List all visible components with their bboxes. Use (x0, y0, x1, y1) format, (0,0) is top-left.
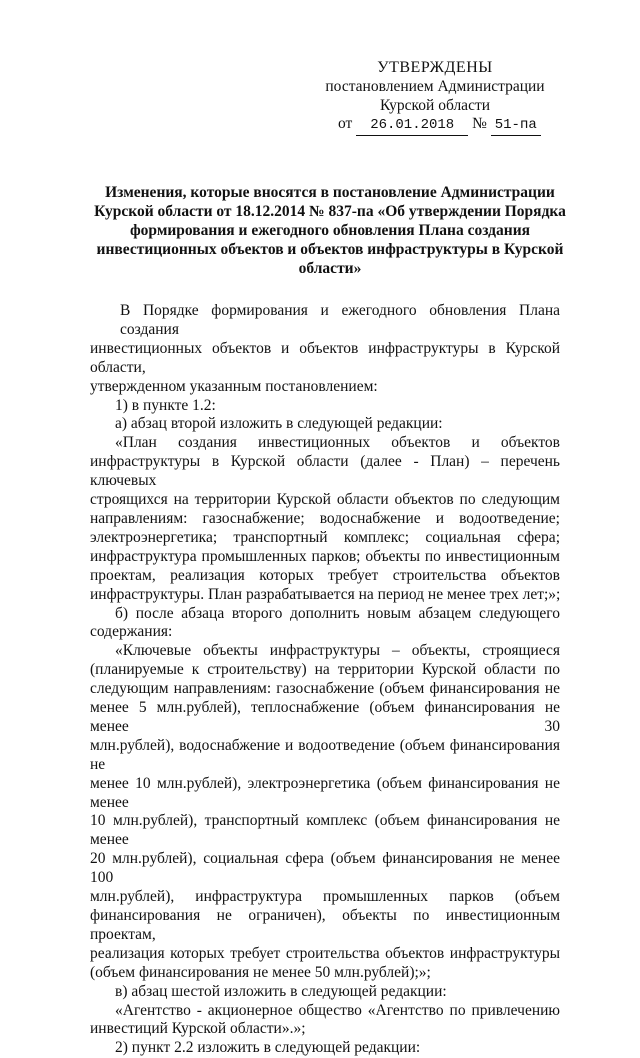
approval-authority: постановлением Администрации (325, 78, 545, 95)
body-line: реализация которых требует строительства объектов инфраструктуры (90, 944, 560, 962)
body-line: содержания: (90, 623, 173, 641)
document-heading (80, 183, 580, 278)
body-line: строящихся на территории Курской области объектов по следующим (90, 491, 560, 509)
body-line: финансирования не ограничен), объекты по инвестиционным проектам, (90, 907, 560, 943)
body-line: инфраструктуры. План разрабатывается на период не менее трех лет;»; (90, 585, 561, 603)
heading-line: области» (298, 260, 362, 277)
body-line: инфраструктура промышленных парков; объекты по инвестиционным (90, 547, 560, 565)
body-line: инфраструктуры в Курской области (далее - План) – перечень ключевых (90, 453, 560, 490)
body-line: В Порядке формирования и ежегодного обновления Плана создания (120, 302, 560, 338)
body-line: 10 млн.рублей), транспортный комплекс (объем финансирования не менее (90, 812, 560, 849)
body-line: в) абзац шестой изложить в следующей редакции: (115, 982, 447, 1000)
approval-number: 51-па (491, 116, 541, 136)
body-line: менее 5 млн.рублей), теплоснабжение (объем финансирования не менее 30 (90, 699, 560, 735)
approval-title: УТВЕРЖДЕНЫ (377, 59, 493, 76)
body-line: 2) пункт 2.2 изложить в следующей редакции: (115, 1039, 421, 1057)
number-label: № (472, 115, 487, 132)
document-body (90, 302, 560, 1058)
body-line: утвержденном указанным постановлением: (90, 377, 378, 395)
body-line: менее 10 млн.рублей), электроэнергетика (объем финансирования не менее (90, 774, 560, 811)
heading-line: Изменения, которые вносятся в постановление Администрации (105, 184, 555, 201)
body-line: «Ключевые объекты инфраструктуры – объекты, строящиеся (115, 642, 560, 660)
from-label: от (338, 115, 353, 132)
body-line: (объем финансирования не менее 50 млн.рублей);»; (90, 963, 431, 981)
body-line: инвестиций Курской области».»; (90, 1020, 306, 1038)
heading-line: инвестиционных объектов и объектов инфраструктуры в Курской (96, 241, 564, 258)
body-line: б) после абзаца второго дополнить новым абзацем следующего (115, 604, 560, 622)
body-line: «Агентство - акционерное общество «Агентство по привлечению (115, 1001, 560, 1019)
body-line: а) абзац второй изложить в следующей редакции: (115, 415, 443, 433)
heading-line: Курской области от 18.12.2014 № 837-па «Об утверждении Порядка (94, 203, 566, 220)
approval-date-row (338, 114, 541, 136)
body-line: млн.рублей), инфраструктура промышленных парков (объем (90, 888, 560, 906)
body-line: инвестиционных объектов и объектов инфраструктуры в Курской области, (90, 339, 560, 376)
approval-block (300, 58, 570, 115)
body-line: следующим направлениям: газоснабжение (объем финансирования не (90, 680, 560, 698)
body-line: млн.рублей), водоснабжение и водоотведение (объем финансирования не (90, 736, 560, 773)
body-line: электроэнергетика; транспортный комплекс; социальная сфера; (90, 528, 560, 546)
approval-region: Курской области (379, 97, 491, 114)
body-line: проектам, реализация которых требует строительства объектов (90, 566, 560, 584)
body-line: (планируемые к строительству) на территории Курской области по (90, 661, 560, 679)
body-line: 20 млн.рублей), социальная сфера (объем финансирования не менее 100 (90, 850, 560, 887)
body-line: «План создания инвестиционных объектов и объектов (115, 434, 560, 452)
body-line: направлениям: газоснабжение; водоснабжение и водоотведение; (90, 509, 560, 527)
approval-date: 26.01.2018 (356, 116, 468, 136)
body-line: 1) в пункте 1.2: (115, 396, 216, 414)
heading-line: формирования и ежегодного обновления Плана создания (129, 222, 531, 239)
